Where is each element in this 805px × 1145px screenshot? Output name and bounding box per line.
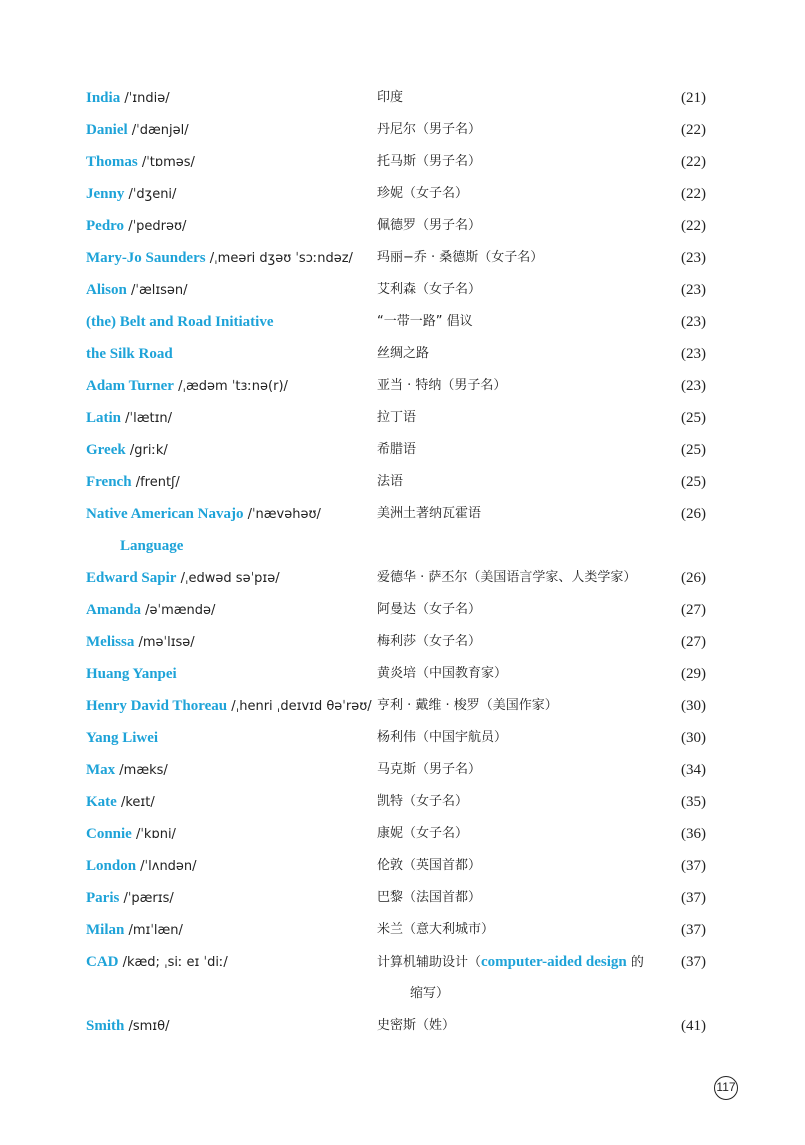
entry-pronunciation: /mæks/ [115, 763, 168, 778]
entry-term [86, 314, 274, 330]
entry-term [86, 858, 197, 875]
glossary-entry [0, 274, 805, 306]
glossary-entry [0, 146, 805, 178]
entry-page-ref: (37) [681, 922, 706, 938]
entry-name: Latin [86, 410, 122, 426]
entry-translation: 丹尼尔（男子名） [377, 122, 482, 137]
entry-page-ref: (27) [681, 634, 706, 650]
entry-page-ref: (25) [681, 442, 706, 458]
entry-page-ref: (23) [681, 314, 706, 330]
entry-name: Yang Liwei [86, 730, 159, 746]
entry-term [86, 826, 176, 843]
entry-pronunciation: /ˈlætɪn/ [121, 411, 173, 426]
entry-translation: 梅利莎（女子名） [377, 634, 482, 649]
entry-translation: 爱德华 · 萨丕尔（美国语言学家、人类学家） [377, 570, 637, 585]
entry-pronunciation: /ˈɪndiə/ [120, 91, 170, 106]
entry-translation: 美洲土著纳瓦霍语 [377, 506, 482, 521]
glossary-entry [0, 1010, 805, 1042]
entry-name: Alison [86, 282, 127, 298]
entry-translation: 玛丽−乔 · 桑德斯（女子名） [377, 250, 544, 265]
entry-name: Milan [86, 922, 125, 938]
entry-pronunciation: /ˈdænjəl/ [127, 123, 189, 138]
entry-page-ref: (30) [681, 698, 706, 714]
glossary-entry [0, 338, 805, 370]
entry-name: the Silk Road [86, 346, 173, 362]
entry-page-ref: (37) [681, 858, 706, 874]
glossary-list [0, 82, 805, 1042]
glossary-entry [0, 914, 805, 946]
entry-translation: 阿曼达（女子名） [377, 602, 482, 617]
entry-page-ref: (26) [681, 506, 706, 522]
entry-pronunciation: /mɪˈlæn/ [124, 923, 183, 938]
glossary-entry [0, 498, 805, 562]
glossary-entry [0, 242, 805, 274]
entry-translation: 杨利伟（中国宇航员） [377, 730, 508, 745]
entry-page-ref: (25) [681, 410, 706, 426]
entry-pronunciation: /ˌædəm ˈtɜːnə(r)/ [173, 379, 288, 394]
entry-pronunciation: /məˈlɪsə/ [134, 635, 195, 650]
entry-translation: 米兰（意大利城市） [377, 922, 495, 937]
entry-pronunciation: /ˈlʌndən/ [136, 859, 197, 874]
entry-translation: 珍妮（女子名） [377, 186, 469, 201]
entry-translation: 史密斯（姓） [377, 1018, 456, 1033]
entry-page-ref: (29) [681, 666, 706, 682]
entry-page-ref: (22) [681, 122, 706, 138]
entry-term [86, 346, 173, 362]
glossary-entry [0, 786, 805, 818]
entry-translation: “一带一路” 倡议 [377, 314, 473, 329]
entry-term [86, 410, 172, 427]
entry-page-ref: (37) [681, 954, 706, 970]
entry-term [86, 474, 180, 491]
entry-term [86, 730, 158, 746]
entry-translation: 黄炎培（中国教育家） [377, 666, 508, 681]
entry-translation: 巴黎（法国首都） [377, 890, 482, 905]
entry-page-ref: (35) [681, 794, 706, 810]
entry-translation [377, 954, 644, 971]
entry-page-ref: (26) [681, 570, 706, 586]
glossary-entry [0, 114, 805, 146]
entry-page-ref: (36) [681, 826, 706, 842]
glossary-entry [0, 658, 805, 690]
glossary-entry [0, 306, 805, 338]
entry-term [86, 442, 168, 459]
entry-page-ref: (37) [681, 890, 706, 906]
entry-term [86, 890, 174, 907]
entry-page-ref: (27) [681, 602, 706, 618]
glossary-entry [0, 690, 805, 722]
entry-term [86, 250, 353, 267]
entry-term [86, 218, 186, 235]
glossary-entry [0, 722, 805, 754]
entry-name: Daniel [86, 122, 128, 138]
glossary-entry [0, 626, 805, 658]
entry-name: CAD [86, 954, 119, 970]
entry-term [86, 122, 189, 139]
entry-name: Smith [86, 1018, 125, 1034]
glossary-entry [0, 882, 805, 914]
entry-term [86, 698, 372, 715]
entry-name: (the) Belt and Road Initiative [86, 314, 274, 330]
entry-name: London [86, 858, 137, 874]
entry-pronunciation: /ˌmeəri dʒəʊ ˈsɔːndəz/ [205, 251, 353, 266]
entry-term [86, 186, 176, 203]
entry-name: Max [86, 762, 116, 778]
entry-page-ref: (22) [681, 186, 706, 202]
glossary-entry [0, 594, 805, 626]
entry-name: Mary-Jo Saunders [86, 250, 206, 266]
entry-term [86, 602, 215, 619]
entry-translation: 希腊语 [377, 442, 417, 457]
entry-name: Adam Turner [86, 378, 174, 394]
entry-name: Melissa [86, 634, 135, 650]
entry-page-ref: (30) [681, 730, 706, 746]
entry-pronunciation: /kæd; ˌsiː eɪ ˈdiː/ [118, 955, 228, 970]
entry-page-ref: (23) [681, 250, 706, 266]
entry-name: Amanda [86, 602, 142, 618]
entry-page-ref: (23) [681, 378, 706, 394]
entry-pronunciation: /ˈdʒeni/ [124, 187, 177, 202]
entry-translation: 法语 [377, 474, 404, 489]
entry-pronunciation: /ˈpærɪs/ [119, 891, 174, 906]
entry-term [86, 570, 280, 587]
entry-translation: 马克斯（男子名） [377, 762, 482, 777]
entry-term [86, 666, 177, 682]
entry-translation: 艾利森（女子名） [377, 282, 482, 297]
entry-translation: 凯特（女子名） [377, 794, 469, 809]
entry-name: Native American Navajo [86, 506, 244, 522]
entry-term [86, 794, 155, 811]
glossary-entry [0, 562, 805, 594]
entry-pronunciation: /ˈælɪsən/ [126, 283, 188, 298]
entry-translation: 印度 [377, 90, 404, 105]
glossary-entry [0, 434, 805, 466]
entry-pronunciation: /ˈpedrəʊ/ [124, 219, 187, 234]
glossary-entry [0, 370, 805, 402]
entry-name: Edward Sapir [86, 570, 177, 586]
glossary-entry [0, 754, 805, 786]
glossary-entry [0, 402, 805, 434]
entry-term [86, 634, 195, 651]
entry-translation: 康妮（女子名） [377, 826, 469, 841]
glossary-entry [0, 466, 805, 498]
entry-translation: 拉丁语 [377, 410, 417, 425]
entry-translation: 丝绸之路 [377, 346, 430, 361]
entry-name: Paris [86, 890, 120, 906]
entry-name: Connie [86, 826, 132, 842]
entry-name: Kate [86, 794, 117, 810]
glossary-entry [0, 210, 805, 242]
entry-pronunciation: /ˈnævəhəʊ/ [243, 507, 321, 522]
translation-text: 计算机辅助设计（ [377, 955, 482, 970]
entry-term [86, 282, 188, 299]
translation-text: 的 [626, 955, 644, 970]
entry-term [86, 506, 321, 523]
entry-name: Jenny [86, 186, 125, 202]
translation-term: computer-aided design [481, 954, 627, 970]
glossary-entry [0, 946, 805, 1010]
entry-translation: 托马斯（男子名） [377, 154, 482, 169]
entry-name: Pedro [86, 218, 125, 234]
entry-name: Henry David Thoreau [86, 698, 228, 714]
entry-pronunciation: /griːk/ [125, 443, 168, 458]
entry-page-ref: (23) [681, 346, 706, 362]
entry-page-ref: (21) [681, 90, 706, 106]
entry-name: Thomas [86, 154, 138, 170]
entry-pronunciation: /ˌhenri ˌdeɪvɪd θəˈrəʊ/ [227, 699, 372, 714]
entry-term [86, 762, 168, 779]
entry-term [86, 922, 183, 939]
entry-page-ref: (41) [681, 1018, 706, 1034]
glossary-entry [0, 178, 805, 210]
entry-pronunciation: /frentʃ/ [131, 475, 180, 490]
entry-name: French [86, 474, 132, 490]
entry-pronunciation: /keɪt/ [116, 795, 155, 810]
entry-term [86, 954, 228, 971]
entry-page-ref: (25) [681, 474, 706, 490]
entry-pronunciation: /ˌedwəd səˈpɪə/ [176, 571, 280, 586]
entry-translation: 佩德罗（男子名） [377, 218, 482, 233]
entry-name: Greek [86, 442, 126, 458]
entry-name: Huang Yanpei [86, 666, 177, 682]
page-number: 117 [714, 1076, 738, 1100]
entry-translation: 伦敦（英国首都） [377, 858, 482, 873]
entry-name-continued: Language [120, 538, 184, 554]
entry-term [86, 90, 170, 107]
entry-term [86, 154, 195, 171]
entry-translation: 亨利 · 戴维 · 梭罗（美国作家） [377, 698, 558, 713]
glossary-entry [0, 818, 805, 850]
entry-pronunciation: /ˈkɒni/ [131, 827, 176, 842]
entry-term [86, 378, 288, 395]
entry-pronunciation: /smɪθ/ [124, 1019, 170, 1034]
glossary-entry [0, 850, 805, 882]
entry-page-ref: (23) [681, 282, 706, 298]
entry-page-ref: (34) [681, 762, 706, 778]
entry-page-ref: (22) [681, 154, 706, 170]
entry-term [86, 1018, 169, 1035]
entry-pronunciation: /ˈtɒməs/ [137, 155, 195, 170]
glossary-entry [0, 82, 805, 114]
entry-name: India [86, 90, 121, 106]
entry-translation: 亚当 · 特纳（男子名） [377, 378, 507, 393]
entry-translation-continued: 缩写） [410, 986, 450, 1001]
entry-pronunciation: /əˈmændə/ [141, 603, 216, 618]
entry-page-ref: (22) [681, 218, 706, 234]
